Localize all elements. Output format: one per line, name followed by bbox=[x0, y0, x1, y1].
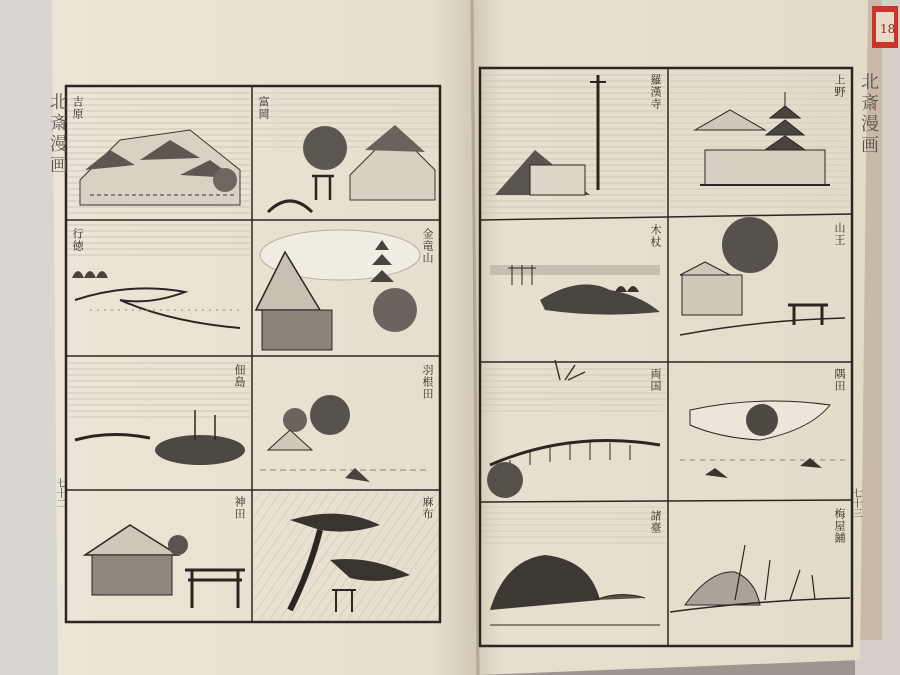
label-tomioka: 富岡 bbox=[257, 96, 270, 120]
label-gyotoku: 行徳 bbox=[71, 228, 84, 252]
label-shodai: 諸臺 bbox=[649, 510, 662, 534]
label-sanno: 山王 bbox=[833, 222, 846, 246]
label-azabu: 麻布 bbox=[421, 496, 434, 520]
label-rakanji: 羅漢寺 bbox=[649, 74, 662, 110]
scene-ueno bbox=[670, 70, 850, 212]
label-haneda: 羽根田 bbox=[421, 364, 434, 400]
scene-rakanji bbox=[482, 70, 666, 218]
label-ueno: 上野 bbox=[833, 74, 846, 98]
left-margin-title: 北斎漫画 bbox=[47, 92, 68, 176]
left-page-number: 七十二 bbox=[54, 478, 65, 508]
label-umeyashiki: 梅屋鋪 bbox=[833, 508, 846, 544]
right-page-number: 七十三 bbox=[850, 488, 861, 518]
label-tsukudajima: 佃島 bbox=[233, 364, 246, 388]
scene-azabu bbox=[254, 492, 438, 620]
label-sumida: 隅田 bbox=[833, 368, 846, 392]
label-ryogoku: 両国 bbox=[649, 368, 662, 392]
label-kinryuzan: 金竜山 bbox=[421, 228, 434, 264]
label-yoshiwara: 吉原 bbox=[71, 96, 84, 120]
right-margin-title: 北斎漫画 bbox=[858, 72, 879, 156]
label-kanda: 神田 bbox=[233, 496, 246, 520]
scene-yoshiwara bbox=[68, 88, 250, 218]
label-mokujo: 木杖 bbox=[649, 224, 662, 248]
library-tag-number: 18 bbox=[880, 22, 896, 36]
